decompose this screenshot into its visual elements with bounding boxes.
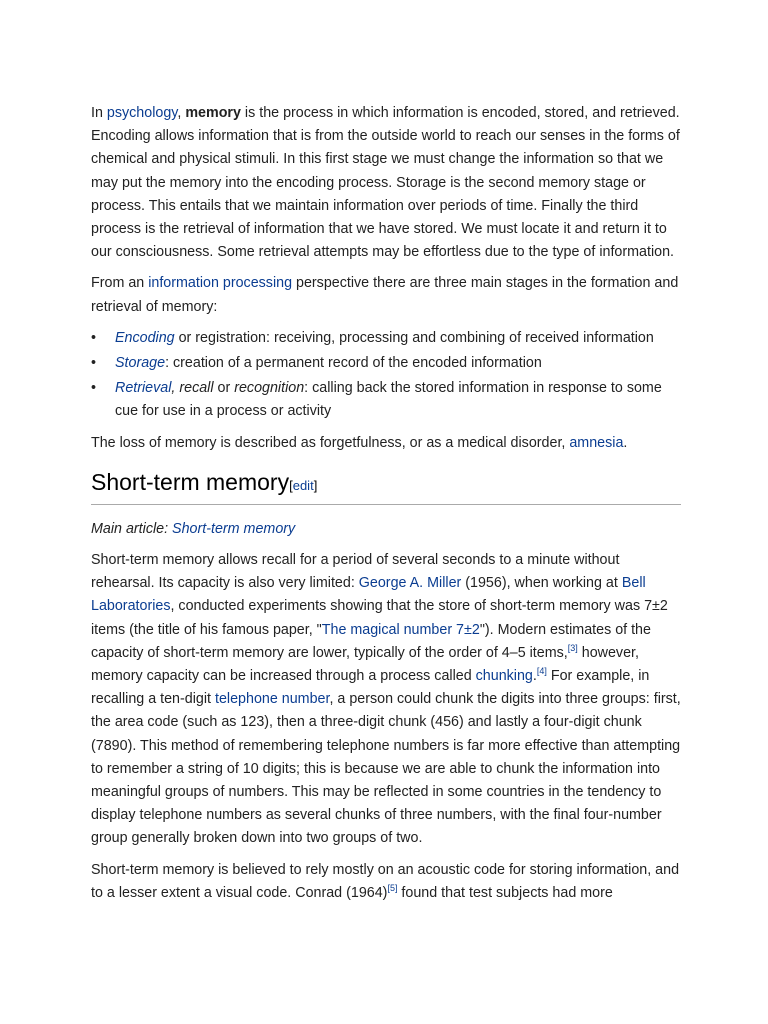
- article-body: [91, 102, 681, 905]
- link-telephone-number[interactable]: telephone number: [214, 691, 330, 708]
- text-run: , conducted experiments showing that the store of short-term memory was 7±2 items (the title of his famous paper, ": [91, 598, 668, 638]
- citation-link[interactable]: [5]: [387, 883, 398, 894]
- text-run: Short-term memory allows recall for a period of several seconds to a minute without rehearsal. Its capacity is also very limited:: [91, 552, 620, 592]
- text-run: perspective there are three main stages in the formation and retrieval of memory:: [91, 275, 679, 315]
- text-run: : calling back the stored information in response to some cue for use in a process or activity: [115, 380, 662, 420]
- italic-term-recall: recall: [179, 380, 214, 397]
- link-chunking[interactable]: chunking: [475, 668, 533, 685]
- text-run: , a person could chunk the digits into three groups: first, the area code (such as 123), then a three-digit chunk (456) and lastly a four-digit chunk (7890). This method of remembering telephone numbers is far more effective than attempting to remember a string of 10 digits; this is because we are able to chunk the information into meaningful groups of numbers. This may be reflected in some countries in the tendency to display telephone numbers as several chunks of three numbers, with the final four-number group generally broken down into two groups of two.: [91, 691, 681, 847]
- bullet-icon: •: [91, 329, 97, 346]
- text-run: The loss of memory is described as forgetfulness, or as a medical disorder,: [91, 434, 570, 451]
- list-item: [91, 327, 681, 350]
- stm-paragraph-1: [91, 549, 681, 851]
- text-run: "). Modern estimates of the capacity of short-term memory are lower, typically of the order of 4–5 items,: [91, 621, 651, 661]
- list-item: [91, 377, 681, 423]
- link-george-miller[interactable]: George A. Miller: [358, 575, 462, 592]
- link-storage[interactable]: Storage: [115, 355, 166, 372]
- text-run: or: [213, 380, 235, 397]
- text-run: From an: [91, 275, 149, 292]
- link-magical-number[interactable]: The magical number 7±2: [321, 621, 480, 638]
- hatnote: [91, 518, 681, 541]
- edit-link[interactable]: edit: [292, 477, 314, 493]
- text-run: (1956), when working at: [461, 575, 622, 592]
- text-run: ,: [171, 380, 180, 397]
- hatnote-prefix: Main article:: [91, 520, 173, 537]
- link-main-article[interactable]: Short-term memory: [172, 520, 296, 537]
- memory-loss-paragraph: [91, 432, 681, 455]
- edit-bracket-close: ]: [313, 477, 318, 493]
- text-run: .: [532, 668, 537, 685]
- memory-stages-list: [91, 327, 681, 424]
- citation-link[interactable]: [4]: [536, 666, 547, 677]
- link-psychology[interactable]: psychology: [106, 105, 178, 121]
- text-run: is the process in which information is encoded, stored, and retrieved. Encoding allows information that is from the outside world to reach our senses in the forms of chemical and physical stimuli. In this first stage we must change the information so that we may put the memory into the encoding process. Storage is the second memory stage or process. This entails that we maintain information over periods of time. Finally the third process is the retrieval of information that we have stored. We must locate it and return it to our consciousness. Some retrieval attempts may be effortless due to the type of information.: [91, 105, 680, 261]
- text-run: In: [91, 105, 107, 121]
- edit-section: [289, 478, 317, 493]
- section-title: Short-term memory: [91, 468, 290, 495]
- link-encoding[interactable]: Encoding: [115, 329, 175, 346]
- link-retrieval[interactable]: Retrieval: [115, 380, 172, 397]
- text-run: Short-term memory is believed to rely mostly on an acoustic code for storing information, and to a lesser extent a visual code. Conrad (1964): [91, 861, 680, 901]
- text-run: ,: [177, 105, 186, 121]
- list-item: [91, 352, 681, 375]
- italic-term-recognition: recognition: [234, 380, 305, 397]
- link-amnesia[interactable]: amnesia: [569, 434, 624, 451]
- bullet-icon: •: [91, 380, 97, 397]
- text-run: For example, in recalling a ten-digit: [91, 668, 650, 708]
- text-run: : creation of a permanent record of the encoded information: [165, 355, 542, 372]
- text-run: .: [623, 434, 628, 451]
- text-run: however, memory capacity can be increased through a process called: [91, 644, 639, 685]
- stm-paragraph-2: [91, 859, 681, 905]
- bold-term-memory: memory: [185, 105, 241, 121]
- text-run: or registration: receiving, processing and combining of received information: [174, 329, 654, 346]
- text-run: found that test subjects had more: [397, 884, 613, 901]
- section-heading-short-term-memory: [91, 467, 681, 505]
- citation-link[interactable]: [3]: [567, 643, 578, 654]
- edit-bracket-open: [: [289, 477, 293, 493]
- link-bell-labs[interactable]: Bell Laboratories: [91, 575, 646, 615]
- bullet-icon: •: [91, 355, 97, 372]
- intro-paragraph: [91, 102, 681, 264]
- link-information-processing[interactable]: information processing: [148, 275, 293, 292]
- info-processing-paragraph: [91, 272, 681, 318]
